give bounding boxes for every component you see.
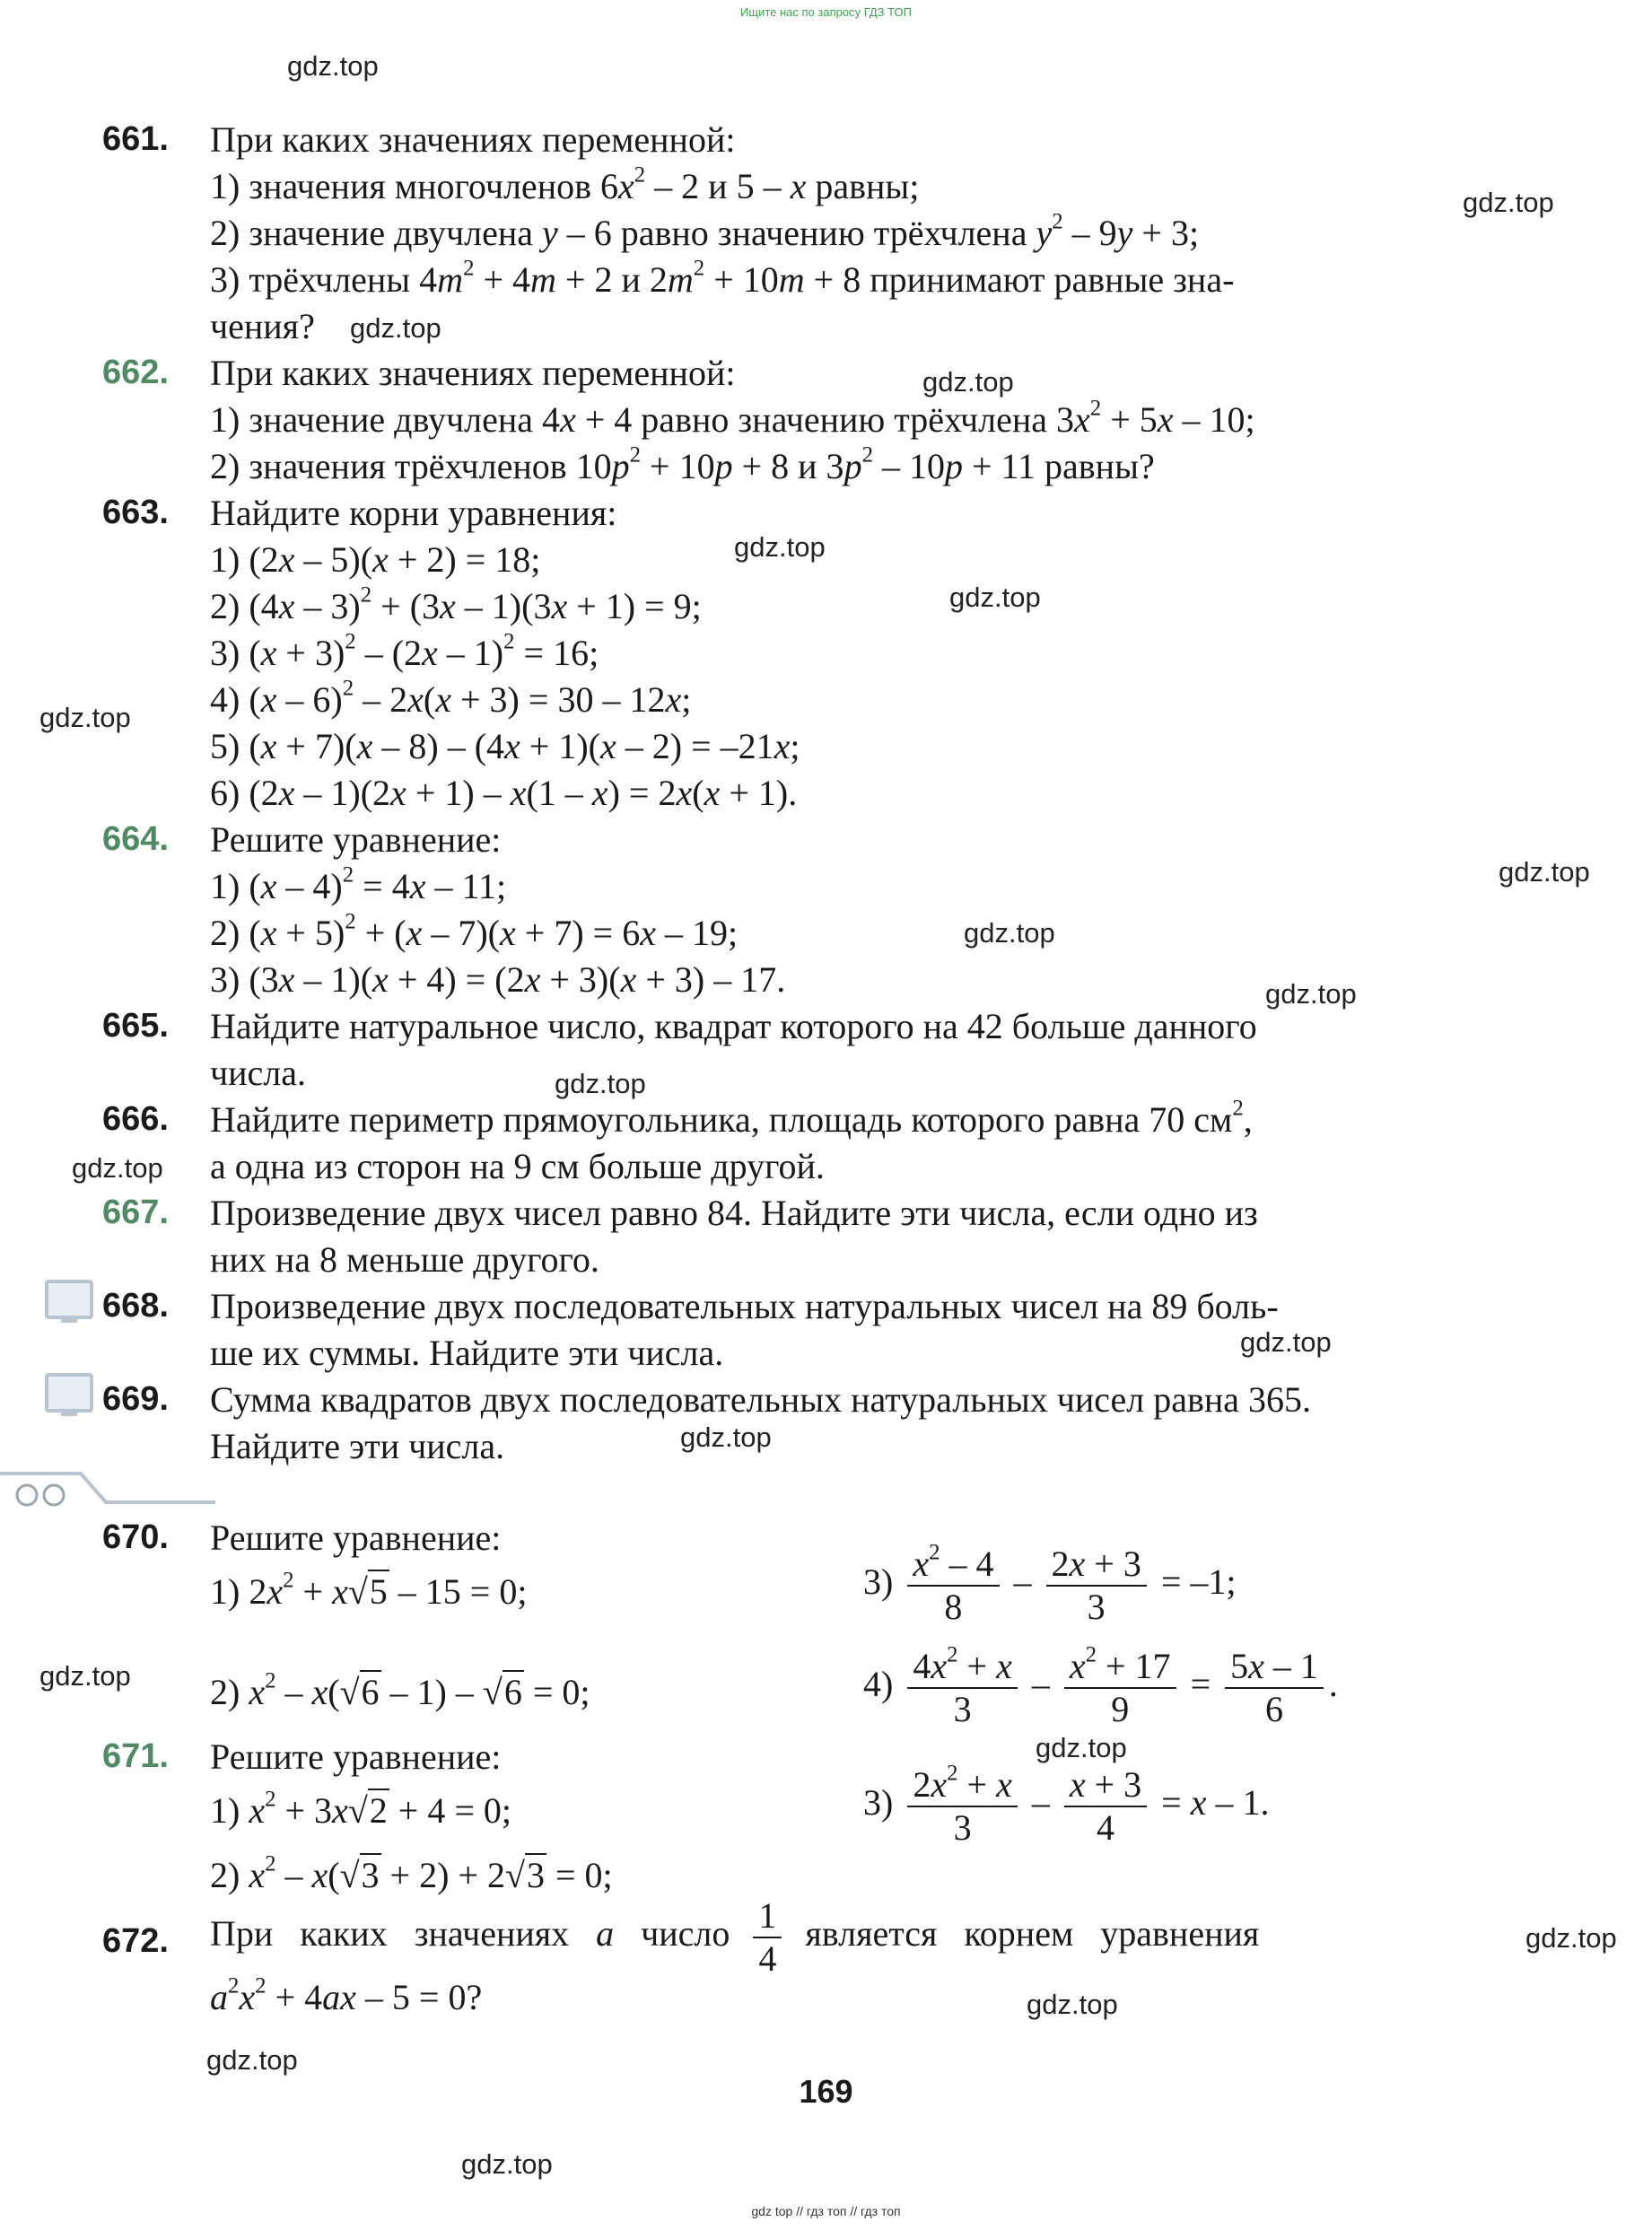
problem-text: Найдите натуральное число, квадрат которого на 42 больше данного bbox=[210, 1006, 1257, 1046]
problem-item: 3) $(x + 3)^2 - (2x - 1)^2 = 16$; bbox=[210, 629, 599, 673]
watermark: gdz.top bbox=[287, 50, 379, 82]
problem-number: 664. bbox=[102, 820, 169, 858]
watermark: gdz.top bbox=[922, 366, 1014, 398]
problem-item: 2) $x^2 - x(√6 - 1) - √6 = 0$; bbox=[210, 1668, 590, 1712]
problem-number: 667. bbox=[102, 1194, 169, 1231]
watermark: gdz.top bbox=[1265, 978, 1357, 1010]
problem-intro: Решите уравнение: bbox=[210, 819, 502, 860]
problem-item: 4) $\frac{4x^2 + x}{3}$ – $\frac{x^2 + 17}{9}$ = $\frac{5x - 1}{6}$ . bbox=[863, 1642, 1338, 1729]
watermark: gdz.top bbox=[1463, 187, 1554, 218]
problem-text: Найдите эти числа. bbox=[210, 1426, 505, 1466]
problem-item: 1) (2x – 5)(x + 2) = 18; bbox=[210, 539, 541, 580]
glasses-icon bbox=[0, 1463, 233, 1517]
problem-intro: Решите уравнение: bbox=[210, 1736, 502, 1777]
watermark: gdz.top bbox=[1240, 1326, 1332, 1358]
problem-item: 2) $x^2 - x(√3 + 2) + 2√3 = 0$; bbox=[210, 1851, 613, 1895]
watermark: gdz.top bbox=[734, 531, 826, 563]
problem-text: Произведение двух чисел равно 84. Найдите эти числа, если одно из bbox=[210, 1193, 1258, 1233]
watermark: gdz.top bbox=[206, 2044, 298, 2076]
problem-item: 5) (x + 7)(x – 8) – (4x + 1)(x – 2) = –21x; bbox=[210, 726, 800, 766]
watermark: gdz.top bbox=[461, 2148, 553, 2180]
problem-item: чения? bbox=[210, 306, 315, 346]
problem-intro: Решите уравнение: bbox=[210, 1517, 502, 1558]
problem-text: а одна из сторон на 9 см больше другой. bbox=[210, 1146, 825, 1186]
problem-item: 3) (3x – 1)(x + 4) = (2x + 3)(x + 3) – 17. bbox=[210, 959, 786, 1000]
watermark: gdz.top bbox=[350, 312, 441, 344]
problem-item: 2) (4x – 3)$^2$ + (3x – 1)(3x + 1) = 9; bbox=[210, 582, 702, 626]
problem-item: 2) значение двучлена y – 6 равно значению трёхчлена $y^2 - 9y + 3$; bbox=[210, 209, 1200, 253]
monitor-icon bbox=[45, 1280, 93, 1319]
page-number: 169 bbox=[799, 2073, 853, 2110]
problem-item: 3) трёхчлены $4m^2 + 4m + 2$ и $2m^2 + 10m + 8$ принимают равные зна- bbox=[210, 256, 1235, 300]
problem-number: 669. bbox=[102, 1380, 169, 1418]
watermark: gdz.top bbox=[964, 917, 1055, 949]
problem-number: 663. bbox=[102, 494, 169, 531]
problem-item: 1) $x^2 + 3x√2 + 4 = 0$; bbox=[210, 1787, 512, 1831]
problem-intro: При каких значениях переменной: bbox=[210, 353, 736, 393]
footer-note: gdz top // гдз топ // гдз топ bbox=[751, 2204, 901, 2218]
problem-number: 672. bbox=[102, 1922, 169, 1960]
watermark: gdz.top bbox=[1036, 1732, 1127, 1763]
watermark: gdz.top bbox=[39, 702, 131, 733]
watermark: gdz.top bbox=[1027, 1989, 1118, 2020]
problem-number: 670. bbox=[102, 1518, 169, 1556]
problem-text: Найдите периметр прямоугольника, площадь которого равна 70 $см^2$, bbox=[210, 1096, 1253, 1140]
problem-item: 3) $\frac{x^2 - 4}{8}$ – $\frac{2x + 3}{3}$ = –1; bbox=[863, 1540, 1237, 1627]
watermark: gdz.top bbox=[39, 1660, 131, 1692]
problem-text: Произведение двух последовательных натуральных чисел на 89 боль- bbox=[210, 1286, 1279, 1326]
watermark: gdz.top bbox=[1525, 1922, 1617, 1954]
problem-intro: Найдите корни уравнения: bbox=[210, 493, 617, 533]
problem-item: 2) $(x + 5)^2 + (x - 7)(x + 7) = 6x - 19$; bbox=[210, 909, 739, 953]
problem-text: $a^2x^2 + 4ax - 5 = 0$? bbox=[210, 1973, 483, 2017]
problem-item: 1) (x – 4)$^2$ = 4x – 11; bbox=[210, 862, 507, 906]
problem-item: 6) (2x – 1)(2x + 1) – x(1 – x) = 2x(x + 1). bbox=[210, 773, 798, 813]
watermark: gdz.top bbox=[72, 1152, 163, 1184]
header-note: Ищите нас по запросу ГДЗ ТОП bbox=[740, 5, 912, 19]
problem-item: 3) $\frac{2x^2 + x}{3}$ – $\frac{x + 3}{4}$ = x – 1. bbox=[863, 1761, 1270, 1848]
problem-item: 4) (x – 6)$^2$ – 2x(x + 3) = 30 – 12x; bbox=[210, 676, 692, 720]
problem-number: 661. bbox=[102, 120, 169, 158]
watermark: gdz.top bbox=[949, 582, 1041, 613]
monitor-icon bbox=[45, 1373, 93, 1412]
problem-text: числа. bbox=[210, 1053, 306, 1093]
problem-number: 666. bbox=[102, 1100, 169, 1138]
problem-item: 1) значения многочленов $6x^2 - 2$ и 5 – x равны; bbox=[210, 162, 920, 206]
problem-item: 1) $2x^2 + x√5 - 15 = 0$; bbox=[210, 1568, 528, 1612]
watermark: gdz.top bbox=[680, 1421, 772, 1453]
problem-item: 2) значения трёхчленов $10p^2 + 10p + 8$ и $3p^2 - 10p + 11$ равны? bbox=[210, 442, 1155, 486]
problem-text: них на 8 меньше другого. bbox=[210, 1239, 599, 1280]
problem-text: При каких значениях a число $\frac{1}{4}$ является корнем уравнения bbox=[210, 1895, 1260, 1979]
problem-number: 668. bbox=[102, 1287, 169, 1325]
problem-text: Сумма квадратов двух последовательных натуральных чисел равна 365. bbox=[210, 1379, 1312, 1420]
problem-number: 671. bbox=[102, 1737, 169, 1775]
problem-number: 662. bbox=[102, 354, 169, 391]
problem-intro: При каких значениях переменной: bbox=[210, 119, 736, 160]
problem-number: 665. bbox=[102, 1007, 169, 1045]
problem-text: ше их суммы. Найдите эти числа. bbox=[210, 1333, 724, 1373]
watermark: gdz.top bbox=[555, 1068, 646, 1099]
watermark: gdz.top bbox=[1499, 856, 1590, 888]
problem-item: 1) значение двучлена 4x + 4 равно значению трёхчлена $3x^2 + 5x - 10$; bbox=[210, 396, 1255, 440]
